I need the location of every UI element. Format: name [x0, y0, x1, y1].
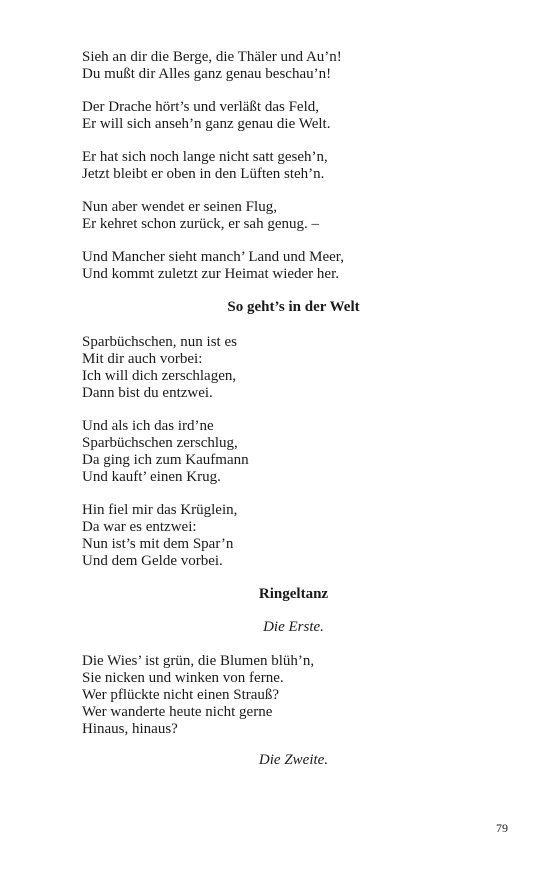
verse-line: Sie nicken und winken von ferne. [82, 670, 284, 686]
verse-line: Und Mancher sieht manch’ Land und Meer, [82, 249, 344, 265]
speaker-label: Die Erste. [263, 619, 324, 635]
verse-line: Nun aber wendet er seinen Flug, [82, 199, 277, 215]
stanza [82, 249, 462, 283]
stanza [82, 502, 462, 570]
verse-line: Er kehret schon zurück, er sah genug. – [82, 216, 319, 232]
verse-line: Und dem Gelde vorbei. [82, 553, 223, 569]
verse-line: Da war es entzwei: [82, 519, 197, 535]
stanza [82, 49, 462, 83]
stanza [82, 149, 462, 183]
stanza [82, 418, 462, 486]
verse-line: Die Wies’ ist grün, die Blumen blüh’n, [82, 653, 315, 669]
verse-line: Nun ist’s mit dem Spar’n [82, 536, 234, 552]
verse-line: Und als ich das ird’ne [82, 418, 214, 434]
poem-title: So geht’s in der Welt [227, 299, 360, 315]
verse-line: Sparbüchschen zerschlug, [82, 435, 238, 451]
verse-line: Er hat sich noch lange nicht satt geseh’n, [82, 149, 328, 165]
verse-line: Hin fiel mir das Krüglein, [82, 502, 238, 518]
stanza [82, 653, 462, 738]
poem-title: Ringeltanz [258, 586, 329, 602]
verse-line: Der Drache hört’s und verläßt das Feld, [82, 99, 320, 115]
verse-line: Und kommt zuletzt zur Heimat wieder her. [82, 266, 339, 282]
verse-line: Hinaus, hinaus? [82, 721, 178, 737]
verse-line: Mit dir auch vorbei: [82, 351, 203, 367]
page-number: 79 [496, 821, 508, 835]
verse-line: Sparbüchschen, nun ist es [82, 334, 237, 350]
verse-line: Ich will dich zerschlagen, [82, 368, 237, 384]
verse-line: Da ging ich zum Kaufmann [82, 452, 249, 468]
stanza [82, 334, 462, 402]
verse-line: Jetzt bleibt er oben in den Lüften steh’n. [82, 166, 325, 182]
speaker-label: Die Zweite. [258, 752, 329, 768]
verse-line: Er will sich anseh’n ganz genau die Welt. [82, 116, 331, 132]
verse-line: Wer pflückte nicht einen Strauß? [82, 687, 280, 703]
verse-line: Wer wanderte heute nicht gerne [82, 704, 273, 720]
verse-line: Dann bist du entzwei. [82, 385, 213, 401]
stanza [82, 199, 462, 233]
stanza [82, 99, 462, 133]
verse-line: Und kauft’ einen Krug. [82, 469, 221, 485]
verse-line: Sieh an dir die Berge, die Thäler und Au’n! [82, 49, 342, 65]
page-content [82, 49, 462, 786]
verse-line: Du mußt dir Alles ganz genau beschau’n! [82, 66, 332, 82]
